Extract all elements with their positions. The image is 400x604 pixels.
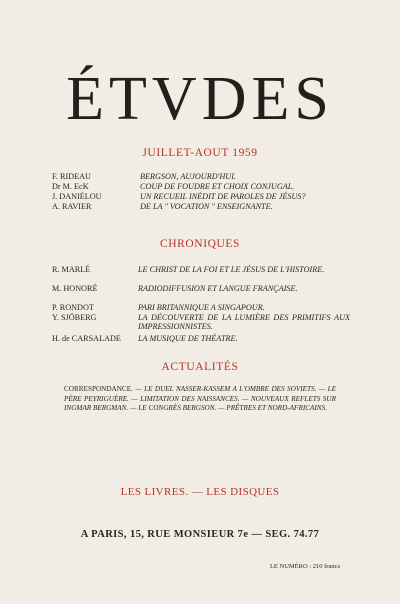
article-author: J. DANIÉLOU (52, 192, 102, 201)
article-title: BERGSON, AUJOURD'HUI. (140, 172, 236, 181)
address: A PARIS, 15, RUE MONSIEUR 7e — SEG. 74.77 (80, 529, 320, 540)
article-title: UN RECUEIL INÉDIT DE PAROLES DE JÉSUS? (140, 192, 306, 201)
article-author: Dr M. EcK (52, 182, 89, 191)
chronique-author: H. de CARSALADE (52, 334, 121, 343)
chronique-title: RADIODIFFUSION ET LANGUE FRANÇAISE. (138, 284, 298, 293)
actualites-heading: ACTUALITÉS (161, 361, 239, 373)
chronique-title: LA DÉCOUVERTE DE LA LUMIÈRE DES PRIMITIFS AUX IMPRESSIONNISTES. (138, 313, 350, 331)
chronique-author: R. MARLÉ (52, 265, 91, 274)
journal-title: ÉTVDES (66, 65, 334, 133)
chronique-author: P. RONDOT (52, 303, 94, 312)
article-title: DE LA " VOCATION " ENSEIGNANTE. (140, 202, 273, 211)
chronique-author: M. HONORÉ (52, 284, 98, 293)
chronique-author: Y. SJÖBERG (52, 313, 97, 322)
issue-date: JUILLET-AOUT 1959 (142, 147, 258, 159)
chronique-title: PARI BRITANNIQUE A SINGAPOUR. (138, 303, 265, 312)
chronique-title: LE CHRIST DE LA FOI ET LE JÉSUS DE L'HISTOIRE. (138, 265, 325, 274)
article-title: COUP DE FOUDRE ET CHOIX CONJUGAL. (140, 182, 295, 191)
actualites-text (64, 385, 336, 414)
chroniques-heading: CHRONIQUES (159, 238, 241, 250)
article-author: F. RIDEAU (52, 172, 91, 181)
chronique-title: LA MUSIQUE DE THÉATRE. (138, 334, 238, 343)
actualites-lead: CORRESPONDANCE. (64, 385, 133, 393)
livres-disques: LES LIVRES. — LES DISQUES (120, 486, 280, 498)
article-author: A. RAVIER (52, 202, 92, 211)
issue-price: LE NUMÉRO : 210 francs (269, 563, 340, 570)
actualites-items: — LE DUEL NASSER-KASSEM A L'OMBRE DES SOVIETS. — LE PÈRE PEYRIGUÈRE. — LIMITATION DES NAISSANCES. — NOUVEAUX REFLETS SUR INGMAR BERGMAN. — LE CONGRÈS BERGSON. — PRÊTRES ET NORD-AFRICAINS. (64, 385, 336, 412)
